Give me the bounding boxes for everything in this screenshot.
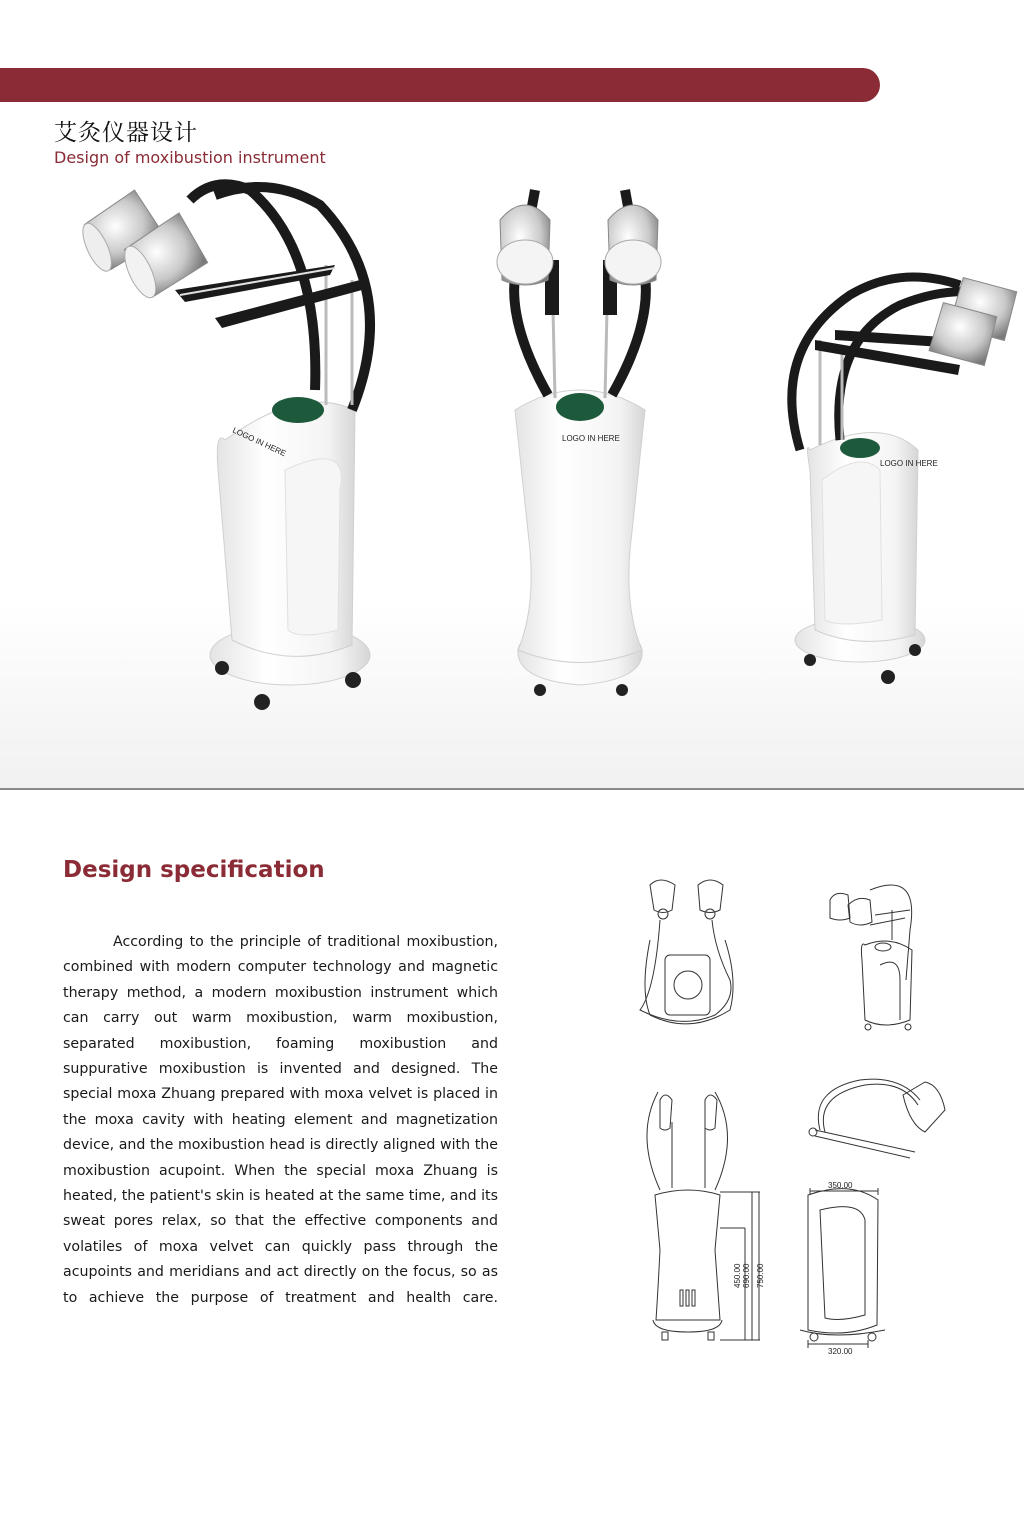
header-band bbox=[0, 68, 880, 102]
dim-height-mid: 690.00 bbox=[742, 1263, 751, 1288]
product-render-hero bbox=[0, 170, 1024, 788]
section-divider bbox=[0, 788, 1024, 790]
logo-text-right: LOGO IN HERE bbox=[880, 459, 938, 468]
drawing-front-elevation bbox=[647, 1092, 760, 1340]
spec-heading: Design specification bbox=[63, 857, 325, 883]
page-title-cn: 艾灸仪器设计 bbox=[54, 120, 198, 146]
dim-width-base: 320.00 bbox=[828, 1347, 853, 1356]
dim-height-body: 450.00 bbox=[733, 1263, 742, 1288]
drawing-top-view bbox=[640, 880, 733, 1024]
dim-height-total: 750.00 bbox=[756, 1263, 765, 1288]
technical-drawings-svg bbox=[620, 870, 1000, 1360]
drawing-side-elevation bbox=[800, 1079, 945, 1348]
page-title-en: Design of moxibustion instrument bbox=[54, 148, 326, 167]
product-render-illustration bbox=[0, 170, 1024, 788]
device-right-view bbox=[792, 273, 1022, 684]
drawing-iso-view bbox=[830, 885, 912, 1030]
device-front-view bbox=[497, 190, 661, 696]
logo-text-left: LOGO IN HERE bbox=[231, 425, 288, 459]
spec-body-text: According to the principle of traditional moxibustion, combined with modern computer technology and magnetic therapy method, a modern moxibustion instrument which can carry out warm moxibustion, warm moxibustion, separated moxibustion, foaming moxibustion and suppurative moxibustion is invented and designed. The special moxa Zhuang prepared with moxa velvet is placed in the moxa cavity with heating element and magnetization device, and the moxibustion head is directly aligned with the moxibustion acupoint. When the special moxa Zhuang is heated, the patient's skin is heated at the same time, and its sweat pores relax, so that the effective components and volatiles of moxa velvet can quickly pass through the acupoints and meridians and act directly on the focus, so as to achieve the purpose of treatment and health care. bbox=[63, 934, 498, 1306]
device-left-view bbox=[73, 184, 370, 710]
logo-text-front: LOGO IN HERE bbox=[562, 434, 620, 443]
technical-drawings bbox=[620, 870, 1000, 1364]
dim-width-top: 350.00 bbox=[828, 1181, 853, 1190]
